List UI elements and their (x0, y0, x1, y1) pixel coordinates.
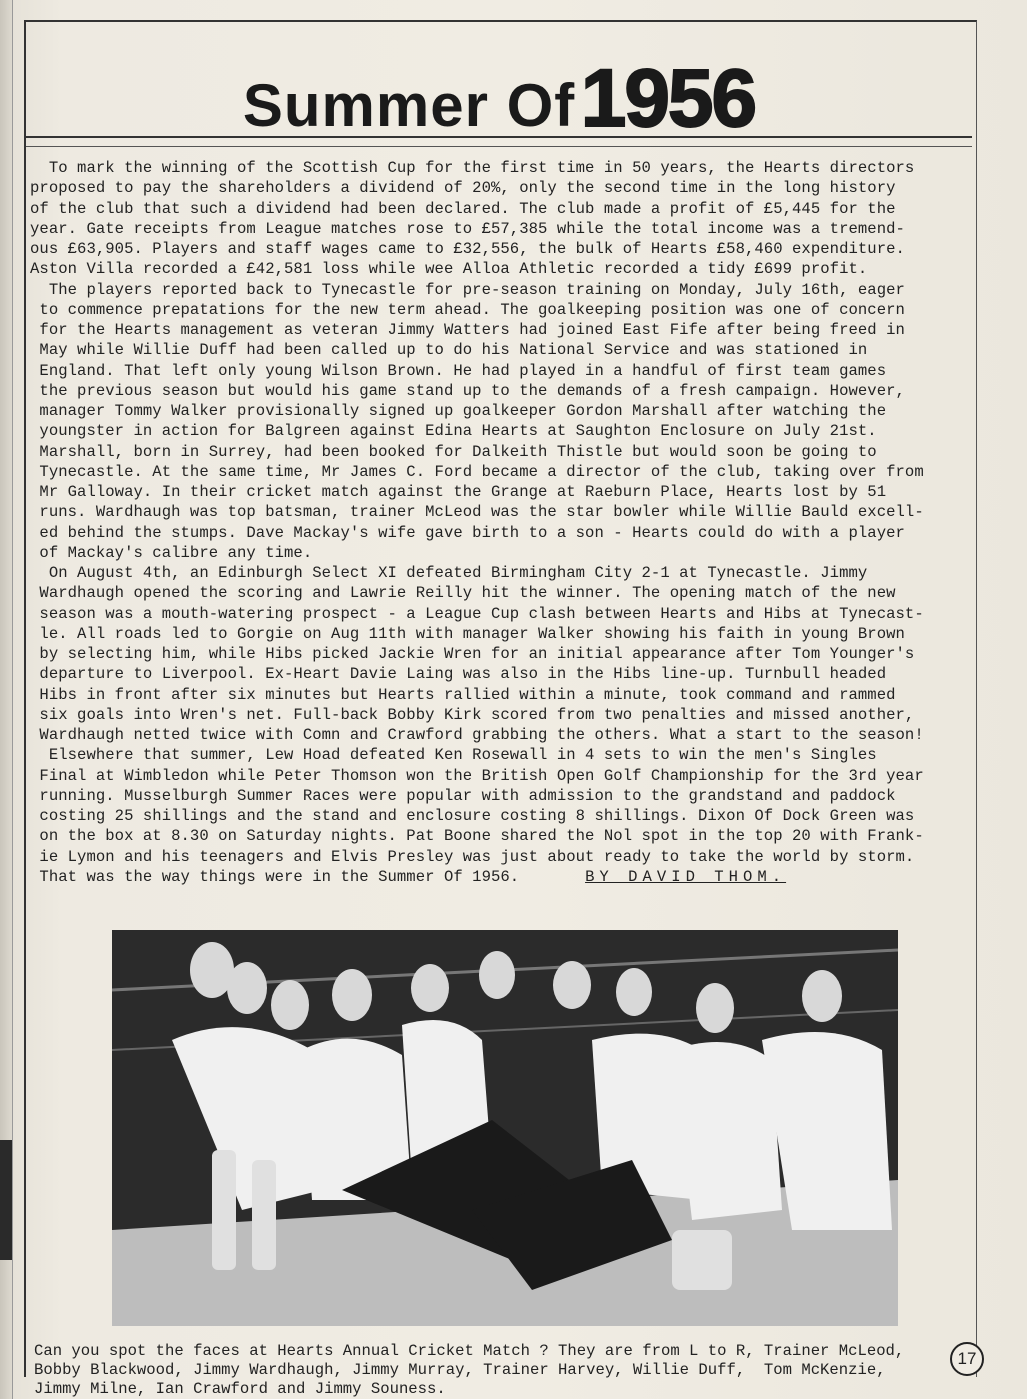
adjacent-page-edge (0, 0, 13, 1399)
photo-caption: Can you spot the faces at Hearts Annual Cricket Match ? They are from L to R, Trainer McLeod, Bobby Blackwood, Jimmy Wardhaugh, Jimmy Murray, Trainer Harvey, Willie Duff, Tom McKenzie, Jimmy Milne, Ian Crawford and Jimmy Souness. (34, 1342, 905, 1398)
article-paragraph-3: On August 4th, an Edinburgh Select XI defeated Birmingham City 2-1 at Tynecastle. Jimmy Wardhaugh opened the scoring and Lawrie Reilly hit the winner. The opening match of the new season was a mouth-watering prospect - a League Cup clash between Hearts and Hibs at Tynecast- le. All roads led to Gorgie on Aug 11th with manager Walker showing his faith in young Brown by selecting him, while Hibs picked Jackie Wren for an initial appearance after Tom Younger's departure to Liverpool. Ex-Heart Davie Laing was also in the Hibs line-up. Turnbull headed Hibs in front after six minutes but Hearts rallied within a minute, took command and rammed six goals into Wren's net. Full-back Bobby Kirk scored from two penalties and missed another, Wardhaugh netted twice with Comn and Crawford grabbing the others. What a start to the season! (39, 564, 924, 744)
article-paragraph-2: The players reported back to Tynecastle for pre-season training on Monday, July 16th, eager to commence prepatations for the new term ahead. The goalkeeping position was one of concern for the Hearts management as veteran Jimmy Watters had joined East Fife after being freed in May while Willie Duff had been called up to do his National Service and was stationed in England. That left only young Wilson Brown. He had played in a handful of first team games the previous season but would his game stand up to the demands of a fresh campaign. However, manager Tommy Walker provisionally signed up goalkeeper Gordon Marshall after watching the youngster in action for Balgreen against Edina Hearts at Saughton Enclosure on July 21st. Marshall, born in Surrey, had been booked for Dalkeith Thistle but would soon be going to Tynecastle. At the same time, Mr James C. Ford became a director of the club, taking over from Mr Galloway. In their cricket match against the Grange at Raeburn Place, Hearts lost by 51 runs. Wardhaugh was top batsman, trainer McLeod was the star bowler while Willie Bauld excell- ed behind the stumps. Dave Mackay's wife gave birth to a son - Hearts could do with a player of Mackay's calibre any time. (39, 280, 924, 562)
article-byline: BY DAVID THOM. (585, 867, 787, 886)
title-rule-top (26, 136, 972, 138)
article-paragraph-1: To mark the winning of the Scottish Cup for the first time in 50 years, the Hearts directors proposed to pay the shareholders a dividend of 20%, only the second time in the long history of the club that such a dividend had been declared. The club made a profit of £5,445 for the year. Gate receipts from League matches rose to £57,385 while the total income was a tremend- ous £63,905. Players and staff wages came to £32,556, the bulk of Hearts £58,460 expenditure. Aston Villa recorded a £42,581 loss while wee Alloa Athletic recorded a tidy £699 profit. (30, 159, 915, 279)
title-rule-bottom (26, 146, 972, 147)
page-title (26, 52, 972, 146)
article-body (30, 158, 980, 887)
article-paragraph-4: Elsewhere that summer, Lew Hoad defeated Ken Rosewall in 4 sets to win the men's Singles Final at Wimbledon while Peter Thomson won the British Open Golf Championship for the 3rd year running. Musselburgh Summer Races were popular with admission to the grandstand and paddock costing 25 shillings and the stand and enclosure costing 8 shillings. Dixon Of Dock Green was on the box at 8.30 on Saturday nights. Pat Boone shared the Nol spot in the top 20 with Frank- ie Lymon and his teenagers and Elvis Presley was just about ready to take the world by storm. That was the way things were in the Summer Of 1956. (39, 746, 924, 886)
team-photo (112, 930, 898, 1326)
title-text: Summer Of (242, 72, 576, 139)
photo-illustration (112, 930, 898, 1326)
page-number: 17 (950, 1342, 984, 1376)
title-year: 1956 (580, 53, 756, 144)
